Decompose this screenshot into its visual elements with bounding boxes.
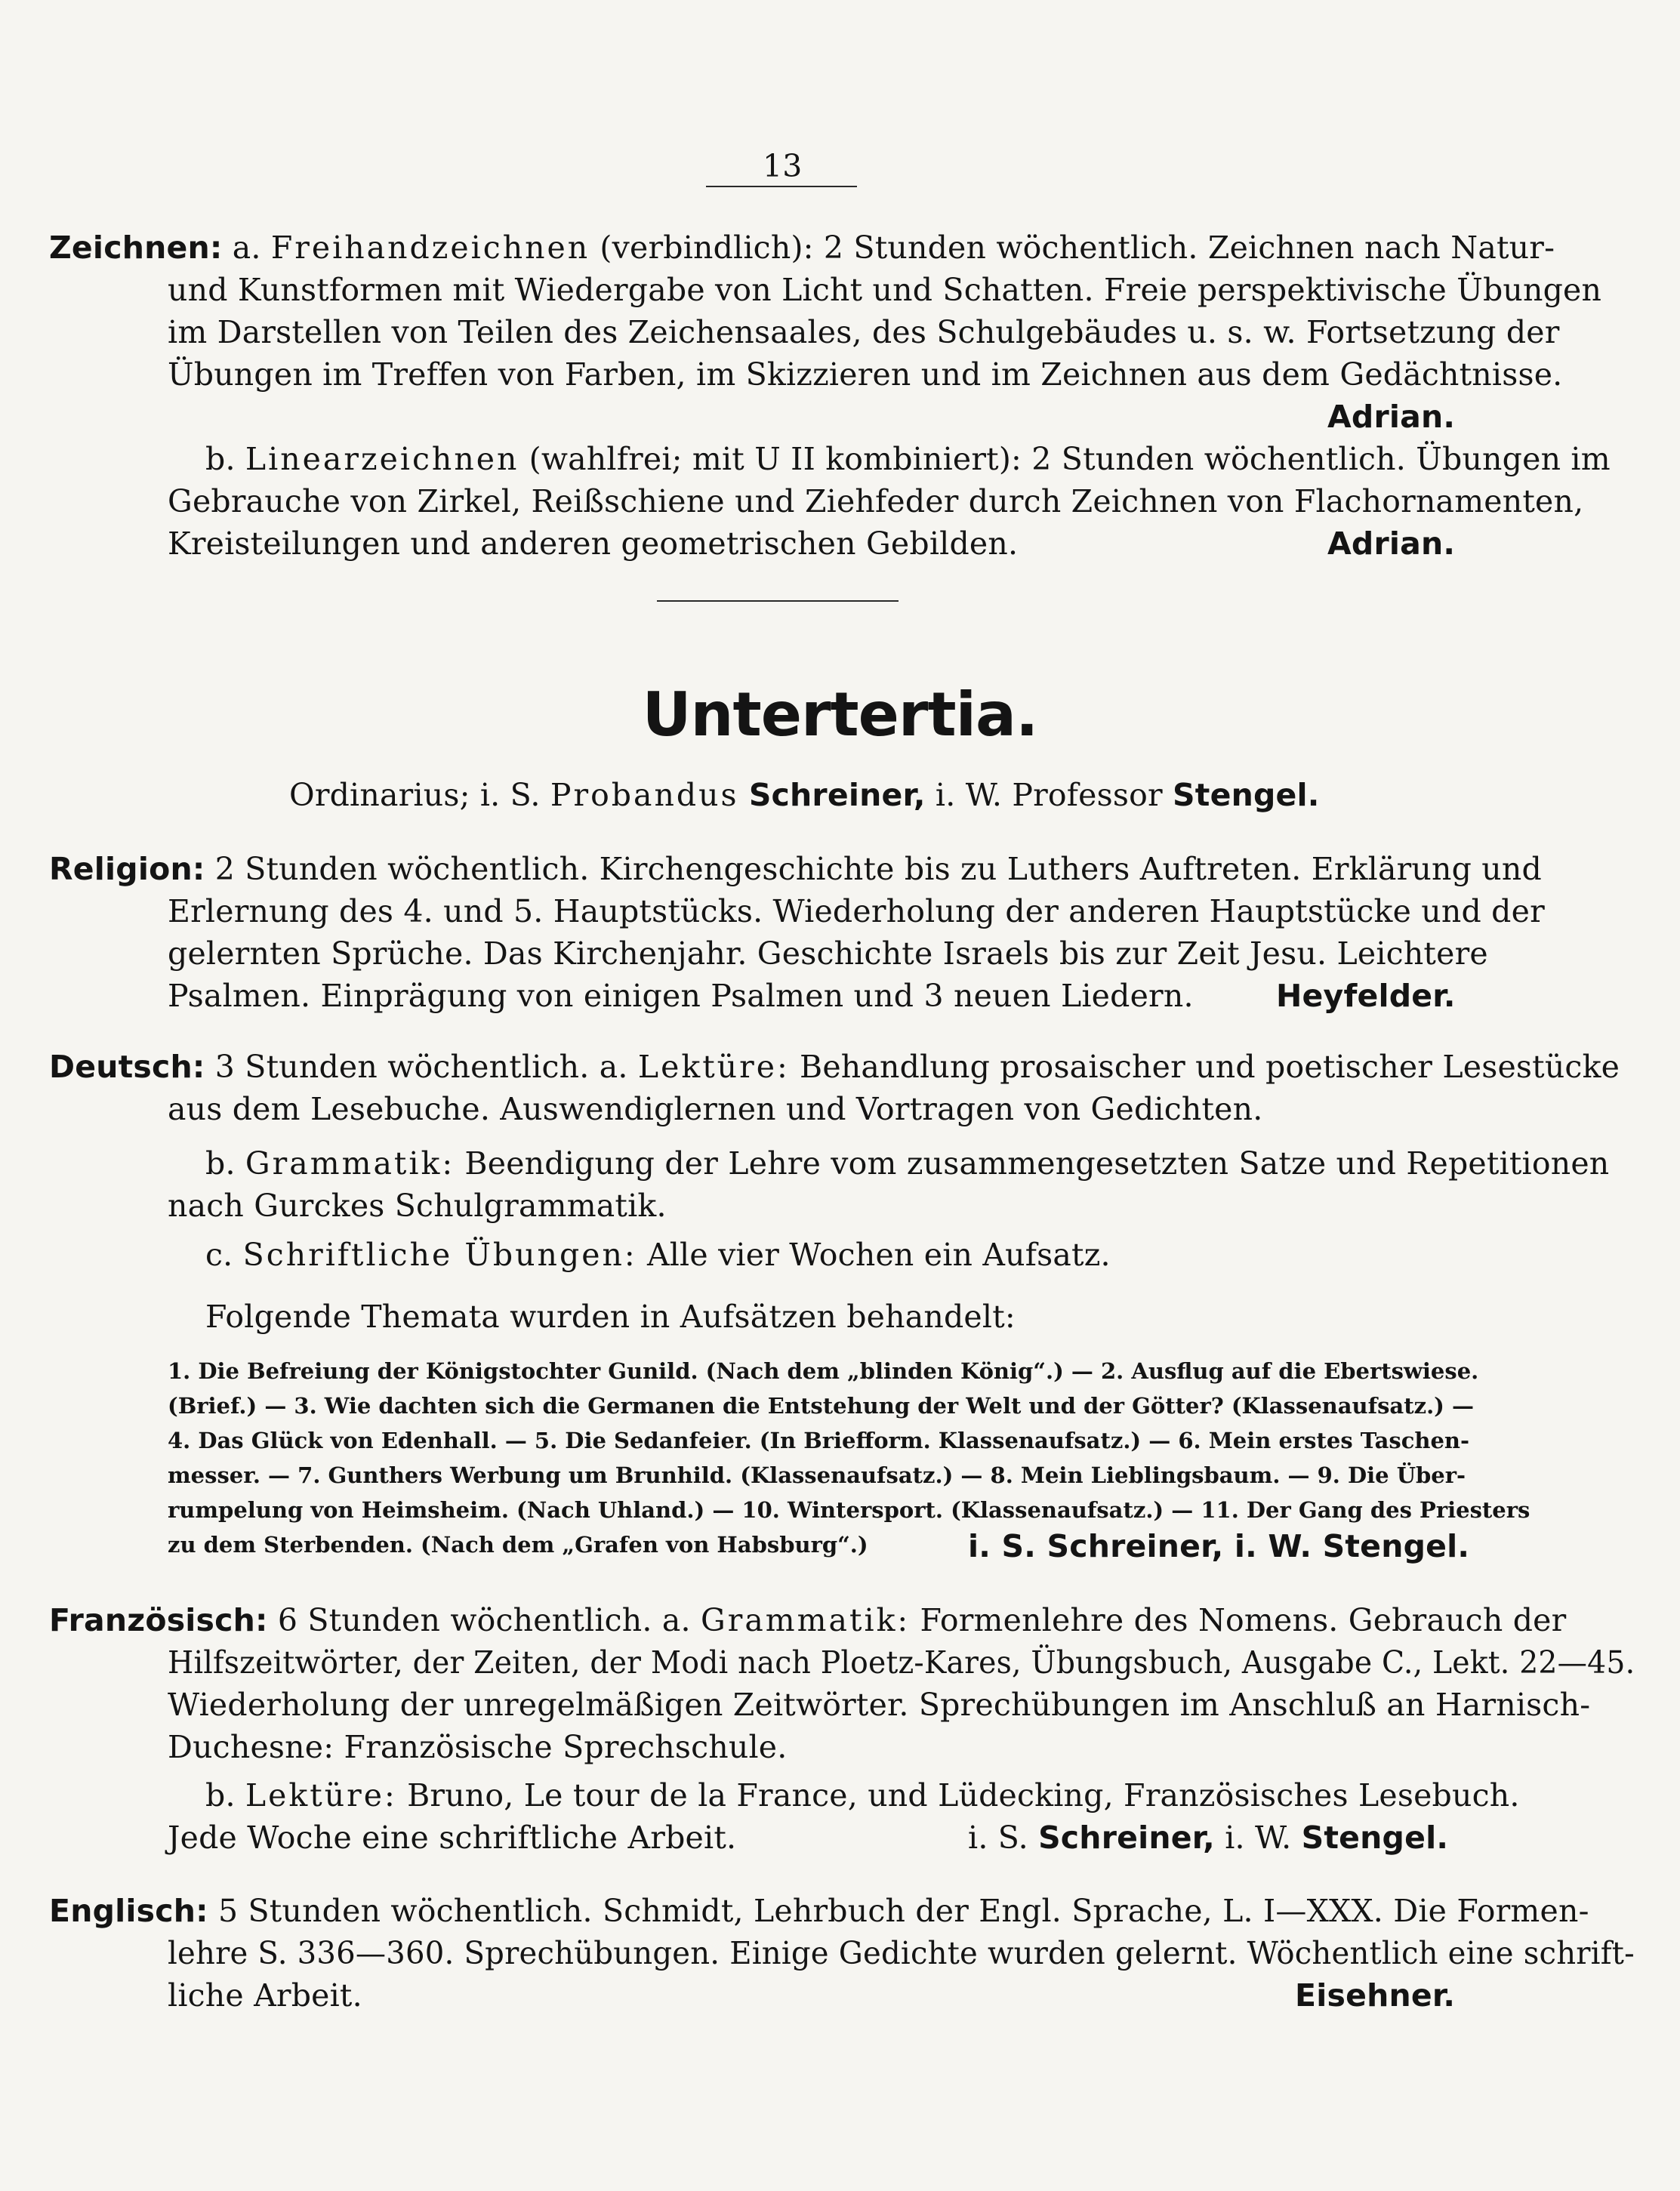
text-run: Behandlung prosaischer und poetischer Lesestücke	[800, 1049, 1620, 1085]
list-marker: c.	[205, 1237, 233, 1273]
list-marker: b.	[205, 441, 236, 477]
section-divider	[657, 600, 899, 602]
themata-line: 4. Das Glück von Edenhall. — 5. Die Sedanfeier. (In Briefform. Klassenaufsatz.) — 6. Mein erstes Taschen-	[168, 1428, 1470, 1453]
themata-line: zu dem Sterbenden. (Nach dem „Grafen von Habsburg“.)	[168, 1532, 868, 1558]
spaced-term: Lektüre:	[637, 1049, 790, 1085]
zeichnen-b-line-1	[205, 438, 1611, 480]
text-run: Bruno, Le tour de la France, und Lüdecking, Französisches Lesebuch.	[407, 1777, 1520, 1814]
teacher-name: i. S. Schreiner, i. W. Stengel.	[968, 1528, 1470, 1564]
deutsch-b-line-2: nach Gurckes Schulgrammatik.	[168, 1188, 667, 1224]
themata-intro: Folgende Themata wurden in Aufsätzen behandelt:	[205, 1299, 1016, 1335]
zeichnen-a-line-1	[49, 226, 1555, 269]
text-run: i. S.	[968, 1820, 1028, 1856]
zeichnen-a-line-4: Übungen im Treffen von Farben, im Skizzieren und im Zeichnen aus dem Gedächtnisse.	[168, 356, 1563, 393]
religion-line-1	[49, 848, 1542, 890]
themata-line: rumpelung von Heimsheim. (Nach Uhland.) — 10. Wintersport. (Klassenaufsatz.) — 11. Der Gang des Priesters	[168, 1497, 1530, 1523]
spaced-term: Schriftliche Übungen:	[242, 1237, 637, 1273]
franzoesisch-line-1	[49, 1599, 1566, 1641]
deutsch-line-2: aus dem Lesebuche. Auswendiglernen und Vortragen von Gedichten.	[168, 1091, 1263, 1127]
subject-franzoesisch: Französisch:	[49, 1602, 268, 1638]
franzoesisch-line-3: Wiederholung der unregelmäßigen Zeitwörter. Sprechübungen im Anschluß an Harnisch-	[168, 1687, 1591, 1723]
teacher-name: Adrian.	[1327, 399, 1456, 435]
ordinarius-line	[289, 774, 1320, 816]
franzoesisch-b-line-2: Jede Woche eine schriftliche Arbeit.	[168, 1820, 737, 1856]
zeichnen-b-line-2: Gebrauche von Zirkel, Reißschiene und Ziehfeder durch Zeichnen von Flachornamenten,	[168, 483, 1584, 519]
themata-line: messer. — 7. Gunthers Werbung um Brunhild. (Klassenaufsatz.) — 8. Mein Lieblingsbaum. — 9. Die Über-	[168, 1462, 1466, 1488]
page-number: 13	[763, 148, 803, 184]
text-run: i. W. Professor	[935, 777, 1163, 813]
spaced-term: Grammatik:	[245, 1145, 455, 1182]
franzoesisch-b-line-1	[205, 1774, 1520, 1817]
zeichnen-a-line-3: im Darstellen von Teilen des Zeichensaales, des Schulgebäudes u. s. w. Fortsetzung der	[168, 314, 1560, 350]
teacher-name: Adrian.	[1327, 525, 1456, 562]
franzoesisch-teacher	[968, 1817, 1448, 1859]
englisch-line-3: liche Arbeit.	[168, 1977, 362, 2014]
text-run: 3 Stunden wöchentlich. a.	[214, 1049, 628, 1085]
text-run: (verbindlich): 2 Stunden wöchentlich. Zeichnen nach Natur-	[600, 230, 1555, 266]
zeichnen-b-line-3: Kreisteilungen und anderen geometrischen Gebilden.	[168, 525, 1019, 562]
subject-zeichnen: Zeichnen:	[49, 230, 223, 266]
spaced-term: Freihandzeichnen	[270, 230, 590, 266]
teacher-name: Schreiner,	[1038, 1820, 1215, 1856]
englisch-line-1	[49, 1890, 1589, 1932]
subject-deutsch: Deutsch:	[49, 1049, 205, 1085]
text-run: Beendigung der Lehre vom zusammengesetzten Satze und Repetitionen	[464, 1145, 1610, 1182]
teacher-name: Eisehner.	[1295, 1977, 1456, 2014]
text-run: Ordinarius; i. S.	[289, 777, 541, 813]
text-run: (wahlfrei; mit U II kombiniert): 2 Stunden wöchentlich. Übungen im	[529, 441, 1611, 477]
spaced-term: Lektüre:	[245, 1777, 397, 1814]
spaced-term: Grammatik:	[700, 1602, 911, 1638]
list-marker: b.	[205, 1145, 236, 1182]
text-run: 5 Stunden wöchentlich. Schmidt, Lehrbuch der Engl. Sprache, L. I—XXX. Die Formen-	[217, 1893, 1589, 1929]
list-marker: a.	[232, 230, 261, 266]
spaced-term: Linearzeichnen	[245, 441, 519, 477]
religion-line-2: Erlernung des 4. und 5. Hauptstücks. Wiederholung der anderen Hauptstücke und der	[168, 893, 1545, 929]
themata-line: (Brief.) — 3. Wie dachten sich die Germanen die Entstehung der Welt und der Götter? (Klassenaufsatz.) —	[168, 1393, 1474, 1419]
franzoesisch-line-4: Duchesne: Französische Sprechschule.	[168, 1729, 788, 1765]
text-run: Formenlehre des Nomens. Gebrauch der	[920, 1602, 1567, 1638]
spaced-term: Probandus	[550, 777, 739, 813]
deutsch-c-line	[205, 1234, 1111, 1276]
text-run: 2 Stunden wöchentlich. Kirchengeschichte bis zu Luthers Auftreten. Erklärung und	[214, 851, 1542, 887]
religion-line-3: gelernten Sprüche. Das Kirchenjahr. Geschichte Israels bis zur Zeit Jesu. Leichtere	[168, 935, 1488, 972]
page-number-rule	[706, 186, 857, 187]
themata-line: 1. Die Befreiung der Königstochter Gunild. (Nach dem „blinden König“.) — 2. Ausflug auf die Ebertswiese.	[168, 1358, 1479, 1384]
text-run: i. W.	[1225, 1820, 1292, 1856]
teacher-name: Stengel.	[1301, 1820, 1449, 1856]
zeichnen-a-line-2: und Kunstformen mit Wiedergabe von Licht und Schatten. Freie perspektivische Übungen	[168, 272, 1602, 308]
religion-line-4: Psalmen. Einprägung von einigen Psalmen und 3 neuen Liedern.	[168, 978, 1194, 1014]
teacher-name: Stengel.	[1173, 777, 1320, 813]
subject-religion: Religion:	[49, 851, 205, 887]
class-heading: Untertertia.	[642, 679, 1038, 750]
subject-englisch: Englisch:	[49, 1893, 208, 1929]
list-marker: b.	[205, 1777, 236, 1814]
text-run: 6 Stunden wöchentlich. a.	[277, 1602, 691, 1638]
text-run: Alle vier Wochen ein Aufsatz.	[646, 1237, 1111, 1273]
franzoesisch-line-2: Hilfszeitwörter, der Zeiten, der Modi nach Ploetz-Kares, Übungsbuch, Ausgabe C., Lekt. 22—45.	[168, 1644, 1635, 1681]
englisch-line-2: lehre S. 336—360. Sprechübungen. Einige Gedichte wurden gelernt. Wöchentlich eine schrift-	[168, 1935, 1635, 1971]
teacher-name: Heyfelder.	[1276, 978, 1456, 1014]
deutsch-line-1	[49, 1046, 1620, 1088]
deutsch-b-line-1	[205, 1142, 1609, 1185]
teacher-name: Schreiner,	[748, 777, 926, 813]
